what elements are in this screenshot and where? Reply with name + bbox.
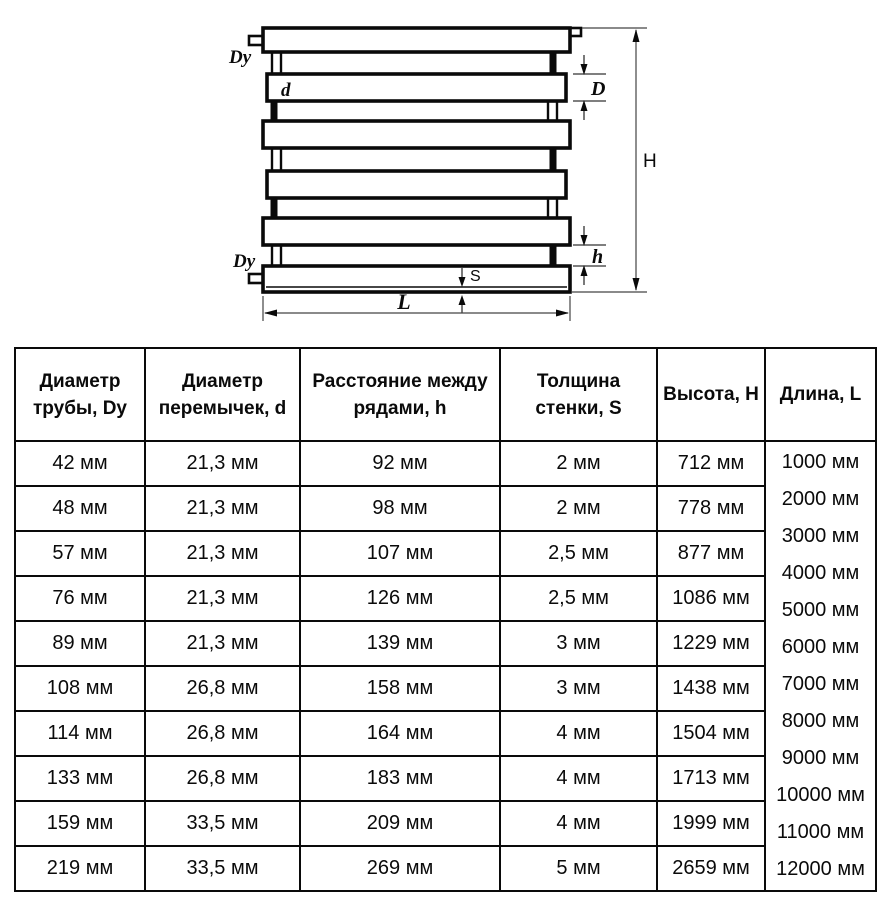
length-option: 5000 мм — [781, 599, 860, 621]
table-row — [15, 486, 876, 531]
cell-height: 778 мм — [657, 486, 765, 531]
length-option: 1000 мм — [781, 451, 860, 473]
pipe-row-5 — [263, 218, 570, 245]
cell-h: 139 мм — [300, 621, 500, 666]
cell-h: 126 мм — [300, 576, 500, 621]
length-option: 4000 мм — [781, 562, 860, 584]
cell-lengths — [765, 441, 876, 891]
cell-d: 26,8 мм — [145, 711, 300, 756]
length-option: 12000 мм — [776, 858, 865, 880]
header-row — [15, 348, 876, 441]
cell-height: 1229 мм — [657, 621, 765, 666]
length-option: 8000 мм — [781, 710, 860, 732]
label-D: D — [591, 78, 606, 100]
label-S: S — [470, 268, 481, 285]
cell-d: 21,3 мм — [145, 486, 300, 531]
cell-height: 1438 мм — [657, 666, 765, 711]
cell-height: 1086 мм — [657, 576, 765, 621]
cell-height: 2659 мм — [657, 846, 765, 891]
cell-dy: 133 мм — [15, 756, 145, 801]
length-option: 2000 мм — [781, 488, 860, 510]
cell-h: 92 мм — [300, 441, 500, 486]
dim-h — [573, 226, 606, 285]
cell-s: 4 мм — [500, 801, 657, 846]
pipe-row-4 — [267, 171, 566, 198]
col-header-s: Толщина стенки, S — [500, 348, 657, 441]
cell-height: 1504 мм — [657, 711, 765, 756]
cell-height: 1999 мм — [657, 801, 765, 846]
table-row — [15, 801, 876, 846]
cell-h: 158 мм — [300, 666, 500, 711]
length-option: 9000 мм — [781, 747, 860, 769]
label-d: d — [281, 80, 291, 101]
cell-dy: 159 мм — [15, 801, 145, 846]
label-L: L — [397, 289, 411, 314]
cell-d: 21,3 мм — [145, 531, 300, 576]
cell-dy: 219 мм — [15, 846, 145, 891]
length-option: 7000 мм — [781, 673, 860, 695]
table-row — [15, 576, 876, 621]
label-H: H — [643, 151, 657, 172]
cell-dy: 89 мм — [15, 621, 145, 666]
pipe-row-2 — [267, 74, 566, 101]
cell-s: 2,5 мм — [500, 576, 657, 621]
cell-height: 712 мм — [657, 441, 765, 486]
cell-dy: 76 мм — [15, 576, 145, 621]
length-option: 6000 мм — [781, 636, 860, 658]
cell-d: 21,3 мм — [145, 576, 300, 621]
cell-dy: 48 мм — [15, 486, 145, 531]
cell-d: 21,3 мм — [145, 621, 300, 666]
cell-d: 33,5 мм — [145, 846, 300, 891]
cell-dy: 42 мм — [15, 441, 145, 486]
table-row — [15, 666, 876, 711]
pipe-row-1 — [263, 28, 570, 52]
table-row — [15, 621, 876, 666]
table-row — [15, 441, 876, 486]
cell-s: 5 мм — [500, 846, 657, 891]
cell-d: 26,8 мм — [145, 666, 300, 711]
col-header-height: Высота, H — [657, 348, 765, 441]
col-header-length: Длина, L — [765, 348, 876, 441]
table-row — [15, 846, 876, 891]
length-option: 10000 мм — [776, 784, 865, 806]
cell-h: 183 мм — [300, 756, 500, 801]
cell-h: 107 мм — [300, 531, 500, 576]
length-option: 11000 мм — [776, 821, 865, 843]
cell-dy: 114 мм — [15, 711, 145, 756]
cell-d: 26,8 мм — [145, 756, 300, 801]
table-row — [15, 711, 876, 756]
cell-s: 2 мм — [500, 441, 657, 486]
cell-height: 877 мм — [657, 531, 765, 576]
cell-s: 3 мм — [500, 666, 657, 711]
cell-h: 209 мм — [300, 801, 500, 846]
pipes — [263, 28, 570, 292]
cell-s: 2 мм — [500, 486, 657, 531]
register-diagram — [0, 0, 888, 341]
cell-dy: 108 мм — [15, 666, 145, 711]
pipe-row-3 — [263, 121, 570, 148]
cell-dy: 57 мм — [15, 531, 145, 576]
cell-h: 164 мм — [300, 711, 500, 756]
dimensions-table — [14, 347, 877, 892]
label-h: h — [592, 246, 604, 268]
col-header-d: Диаметр перемычек, d — [145, 348, 300, 441]
dim-D — [573, 55, 606, 120]
length-option: 3000 мм — [781, 525, 860, 547]
table-row — [15, 756, 876, 801]
cell-s: 3 мм — [500, 621, 657, 666]
cell-s: 4 мм — [500, 711, 657, 756]
cell-h: 98 мм — [300, 486, 500, 531]
cell-h: 269 мм — [300, 846, 500, 891]
label-Dy-bottom: Dy — [233, 251, 256, 272]
cell-height: 1713 мм — [657, 756, 765, 801]
cell-s: 2,5 мм — [500, 531, 657, 576]
label-Dy-top: Dy — [229, 47, 252, 68]
cell-s: 4 мм — [500, 756, 657, 801]
table-row — [15, 531, 876, 576]
col-header-dy: Диаметр трубы, Dy — [15, 348, 145, 441]
pipe-row-6 — [263, 266, 570, 292]
col-header-h: Расстояние между рядами, h — [300, 348, 500, 441]
cell-d: 33,5 мм — [145, 801, 300, 846]
cell-d: 21,3 мм — [145, 441, 300, 486]
